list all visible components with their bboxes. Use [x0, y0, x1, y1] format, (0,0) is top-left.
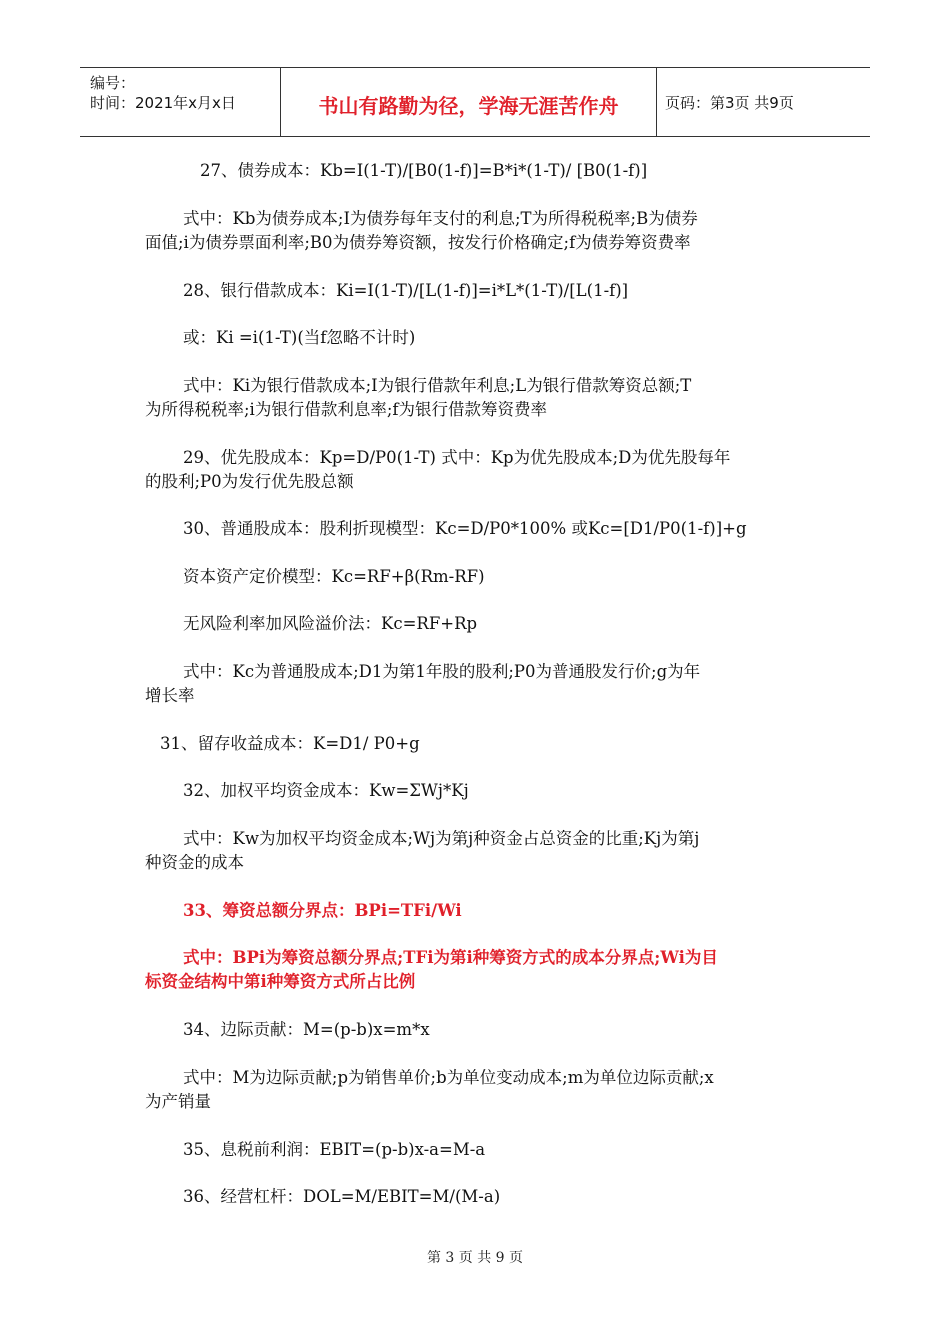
- para-line: 29、优先股成本：Kp=D/P0(1-T) 式中：Kp为优先股成本;D为优先股每年: [183, 448, 731, 467]
- para-27: [200, 159, 860, 183]
- header-motto-cell: [281, 68, 657, 136]
- para-36: [145, 1185, 805, 1209]
- para-32: [145, 779, 805, 803]
- page-footer: 第 3 页 共 9 页: [426, 1250, 524, 1266]
- motto: 书山有路勤为径，学海无涯苦作舟: [318, 94, 619, 118]
- number-label: 编号：: [90, 74, 136, 92]
- para-line: 式中：Ki为银行借款成本;I为银行借款年利息;L为银行借款筹资总额;T: [183, 376, 692, 395]
- para-32-desc: [145, 827, 805, 875]
- para-line: 式中：Kc为普通股成本;D1为第1年股的股利;P0为普通股发行价;g为年: [183, 662, 701, 681]
- para-line: 28、银行借款成本：Ki=I(1-T)/[L(1-f)]=i*L*(1-T)/[L(1-f)]: [183, 281, 629, 300]
- para-line: 30、普通股成本：股利折现模型：Kc=D/P0*100% 或Kc=[D1/P0(1-f)]+g: [183, 519, 747, 538]
- para-line: 32、加权平均资金成本：Kw=ΣWj*Kj: [183, 781, 469, 800]
- para-33: [145, 899, 805, 923]
- para-line: 34、边际贡献：M=(p-b)x=m*x: [183, 1020, 430, 1039]
- para-line: 31、留存收益成本：K=D1/ P0+g: [160, 734, 420, 753]
- para-30-desc: [145, 660, 805, 708]
- para-30-capm: [145, 565, 805, 589]
- para-line: 标资金结构中第i种筹资方式所占比例: [145, 972, 416, 991]
- para-line: 为产销量: [145, 1092, 211, 1111]
- para-27-desc: [145, 207, 805, 255]
- para-line: 式中：Kw为加权平均资金成本;Wj为第j种资金占总资金的比重;Kj为第j: [183, 829, 700, 848]
- para-line: 种资金的成本: [145, 853, 244, 872]
- para-line: 35、息税前利润：EBIT=(p-b)x-a=M-a: [183, 1140, 486, 1159]
- para-line: 增长率: [145, 686, 195, 705]
- time-label: 时间：2021年x月x日: [90, 94, 236, 112]
- para-30-rp: [145, 612, 805, 636]
- header-table: [80, 67, 870, 137]
- para-30: [145, 517, 805, 541]
- para-34-desc: [145, 1066, 805, 1114]
- para-35: [145, 1138, 805, 1162]
- para-33-desc: [145, 946, 805, 994]
- para-34: [145, 1018, 805, 1042]
- para-line: 无风险利率加风险溢价法：Kc=RF+Rp: [183, 614, 478, 633]
- para-line: 的股利;P0为发行优先股总额: [145, 472, 354, 491]
- para-line: 面值;i为债券票面利率;B0为债券筹资额，按发行价格确定;f为债券筹资费率: [145, 233, 691, 252]
- para-line: 为所得税税率;i为银行借款利息率;f为银行借款筹资费率: [145, 400, 548, 419]
- para-29: [145, 446, 805, 494]
- header-page-cell: [657, 68, 870, 136]
- para-line: 33、筹资总额分界点：BPi=TFi/Wi: [183, 901, 462, 920]
- para-line: 36、经营杠杆：DOL=M/EBIT=M/(M-a): [183, 1187, 501, 1206]
- para-line: 式中：BPi为筹资总额分界点;TFi为第i种筹资方式的成本分界点;Wi为目: [183, 948, 718, 967]
- page-label: 页码：第3页 共9页: [665, 94, 794, 112]
- para-28-alt: [145, 326, 805, 350]
- para-28-desc: [145, 374, 805, 422]
- para-line: 或：Ki =i(1-T)(当f忽略不计时): [183, 328, 416, 347]
- para-line: 资本资产定价模型：Kc=RF+β(Rm-RF): [183, 567, 485, 586]
- para-28: [145, 279, 805, 303]
- para-line: 式中：Kb为债券成本;I为债券每年支付的利息;T为所得税税率;B为债券: [183, 209, 698, 228]
- para-line: 27、债券成本：Kb=I(1-T)/[B0(1-f)]=B*i*(1-T)/ [B0(1-f)]: [200, 161, 648, 180]
- header-info-cell: [80, 68, 281, 136]
- para-31: [160, 732, 820, 756]
- para-line: 式中：M为边际贡献;p为销售单价;b为单位变动成本;m为单位边际贡献;x: [183, 1068, 714, 1087]
